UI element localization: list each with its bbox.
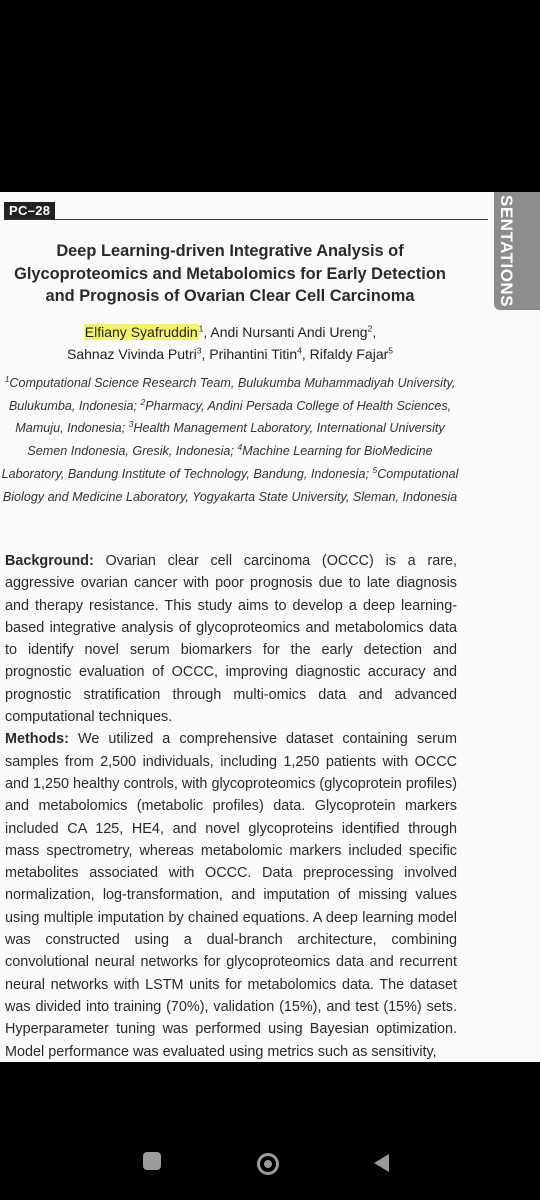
affil-text: Machine Learning for BioMedicine Laboratory, Bandung Institute of Technology, Bandung, Indonesia;	[1, 444, 433, 481]
background-text: Ovarian clear cell carcinoma (OCCC) is a rare, aggressive ovarian cancer with poor prognosis due to late diagnosis and therapy resistance. This study aims to develop a deep learning-based integrative analysis of glycoproteomics and metabolomics data to identify novel serum biomarkers for the early detection and prognostic evaluation of OCCC, improving diagnostic accuracy and prognostic stratification through multi-omics data and advanced computational techniques.	[5, 553, 457, 726]
author-sep: ,	[372, 324, 377, 340]
affil-sup: 5	[372, 464, 378, 475]
affil-sup: 3	[128, 419, 134, 430]
methods-label: Methods:	[5, 731, 69, 748]
author-name: , Prihantini Titin	[201, 345, 298, 362]
affil-sup: 1	[4, 373, 10, 384]
header-rule	[4, 219, 488, 220]
affil-sup: 4	[237, 441, 243, 452]
recents-icon[interactable]	[143, 1152, 161, 1170]
author-sup: 2	[367, 323, 373, 334]
author-sup: 5	[388, 344, 393, 355]
home-icon[interactable]	[257, 1153, 279, 1175]
methods-text: We utilized a comprehensive dataset containing serum samples from 2,500 individuals, including 1,250 patients with OCCC and 1,250 healthy controls, with glycoproteomics (glycoprotein profiles) and metabolomics (metabolic profiles) data. Glycoprotein markers included CA 125, HE4, and novel glycoproteins identified through mass spectrometry, whereas metabolomic markers included specific metabolites associated with OCCC. Data preprocessing involved normalization, log-transformation, and imputation of missing values using multiple imputation by chained equations. A deep learning model was constructed using a dual-branch architecture, combining convolutional neural networks for glycoproteomics data and recurrent neural networks with LSTM units for metabolomics data. The dataset was divided into training (70%), validation (15%), and test (15%) sets. Hyperparameter tuning was performed using Bayesian optimization. Model performance was evaluated using metrics such as sensitivity,	[5, 731, 457, 1060]
back-icon[interactable]	[374, 1154, 389, 1172]
affil-sup: 2	[140, 396, 146, 407]
document-page[interactable]	[0, 192, 540, 1062]
home-icon-dot	[264, 1160, 272, 1168]
author-sup: 1	[198, 323, 204, 334]
abstract-body	[5, 550, 457, 1062]
methods-paragraph	[5, 728, 457, 1062]
author-name: , Andi Nursanti Andi Ureng	[203, 324, 368, 340]
affil-text: Computational Biology and Medicine Laboratory, Yogyakarta State University, Sleman, Indonesia	[2, 466, 459, 504]
highlighted-author: Elfiany Syafruddin	[84, 324, 198, 340]
system-navigation-bar	[0, 1062, 540, 1200]
top-black-area	[0, 0, 540, 192]
affil-text: Health Management Laboratory, International University Semen Indonesia, Gresik, Indonesia;	[27, 421, 445, 459]
abstract-code-badge: PC–28	[4, 202, 55, 219]
title-line: and Prognosis of Ovarian Clear Cell Carcinoma	[45, 287, 415, 305]
author-sup: 4	[297, 344, 302, 355]
author-sup: 3	[196, 344, 202, 355]
section-side-tab	[494, 192, 540, 310]
affil-text: Pharmacy, Andini Persada College of Health Sciences, Mamuju, Indonesia;	[15, 398, 452, 436]
section-side-tab-label: SENTATIONS	[497, 194, 516, 308]
author-line	[0, 322, 460, 344]
author-name: , Rifaldy Fajar	[301, 345, 389, 362]
author-line	[0, 344, 460, 366]
affiliations	[0, 372, 460, 508]
title-line: Deep Learning-driven Integrative Analysis of	[56, 242, 404, 260]
author-list	[0, 322, 460, 365]
abstract-title	[0, 240, 460, 308]
author-name: Sahnaz Vivinda Putri	[67, 345, 197, 362]
title-line: Glycoproteomics and Metabolomics for Early Detection	[14, 264, 446, 283]
background-label: Background:	[5, 553, 94, 569]
affil-text: Computational Science Research Team, Bulukumba Muhammadiyah University, Bulukumba, Indonesia;	[8, 376, 456, 413]
background-paragraph	[5, 550, 457, 728]
